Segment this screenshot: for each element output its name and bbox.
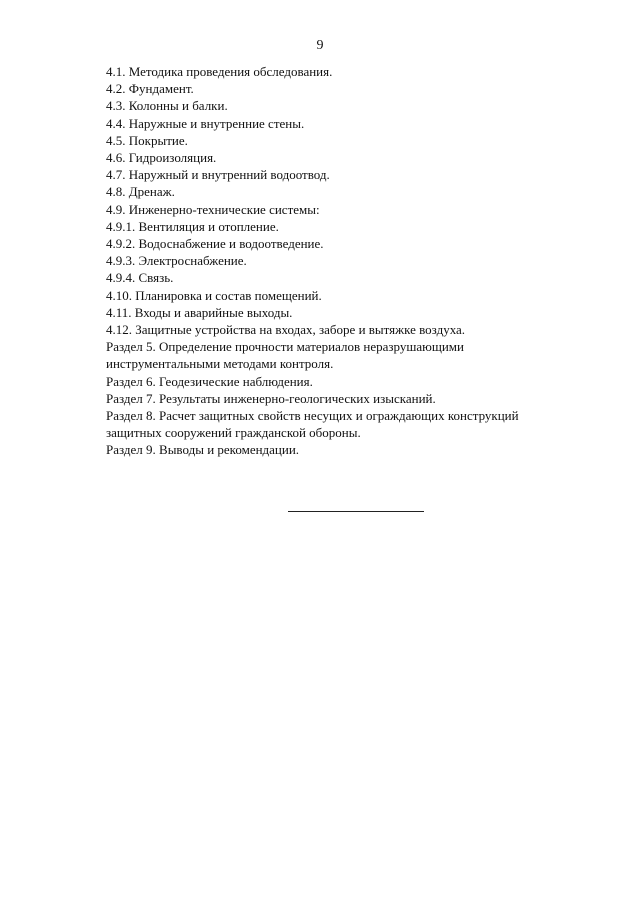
toc-line: Раздел 8. Расчет защитных свойств несущих и ограждающих конструкций — [106, 408, 519, 424]
toc-line: 4.2. Фундамент. — [106, 81, 194, 97]
toc-line: 4.10. Планировка и состав помещений. — [106, 287, 322, 303]
toc-line: 4.1. Методика проведения обследования. — [106, 64, 333, 79]
toc-line: 4.9.2. Водоснабжение и водоотведение. — [106, 236, 324, 252]
toc-line: Раздел 6. Геодезические наблюдения. — [106, 373, 313, 389]
table-of-contents — [106, 63, 606, 459]
toc-line: Раздел 7. Результаты инженерно-геологических изысканий. — [106, 390, 436, 406]
toc-line: 4.8. Дренаж. — [106, 184, 175, 200]
toc-line: инструментальными методами контроля. — [106, 356, 334, 372]
toc-line: 4.12. Защитные устройства на входах, заборе и вытяжке воздуха. — [106, 322, 466, 338]
toc-line: 4.4. Наружные и внутренние стены. — [106, 115, 305, 131]
toc-line: 4.7. Наружный и внутренний водоотвод. — [106, 167, 330, 183]
toc-line: 4.9.4. Связь. — [106, 270, 174, 286]
toc-line: Раздел 9. Выводы и рекомендации. — [106, 442, 300, 458]
toc-line: Раздел 5. Определение прочности материалов неразрушающими — [106, 339, 464, 355]
toc-line: 4.6. Гидроизоляция. — [106, 150, 217, 166]
separator-line — [288, 511, 424, 512]
toc-line: защитных сооружений гражданской обороны. — [106, 425, 361, 441]
toc-line: 4.3. Колонны и балки. — [106, 98, 228, 114]
page-number: 9 — [316, 38, 324, 53]
toc-line: 4.9.1. Вентиляция и отопление. — [106, 218, 279, 234]
toc-line: 4.9.3. Электроснабжение. — [106, 253, 247, 269]
toc-line: 4.5. Покрытие. — [106, 132, 188, 148]
toc-line: 4.11. Входы и аварийные выходы. — [106, 304, 293, 320]
toc-line: 4.9. Инженерно-технические системы: — [106, 201, 320, 217]
